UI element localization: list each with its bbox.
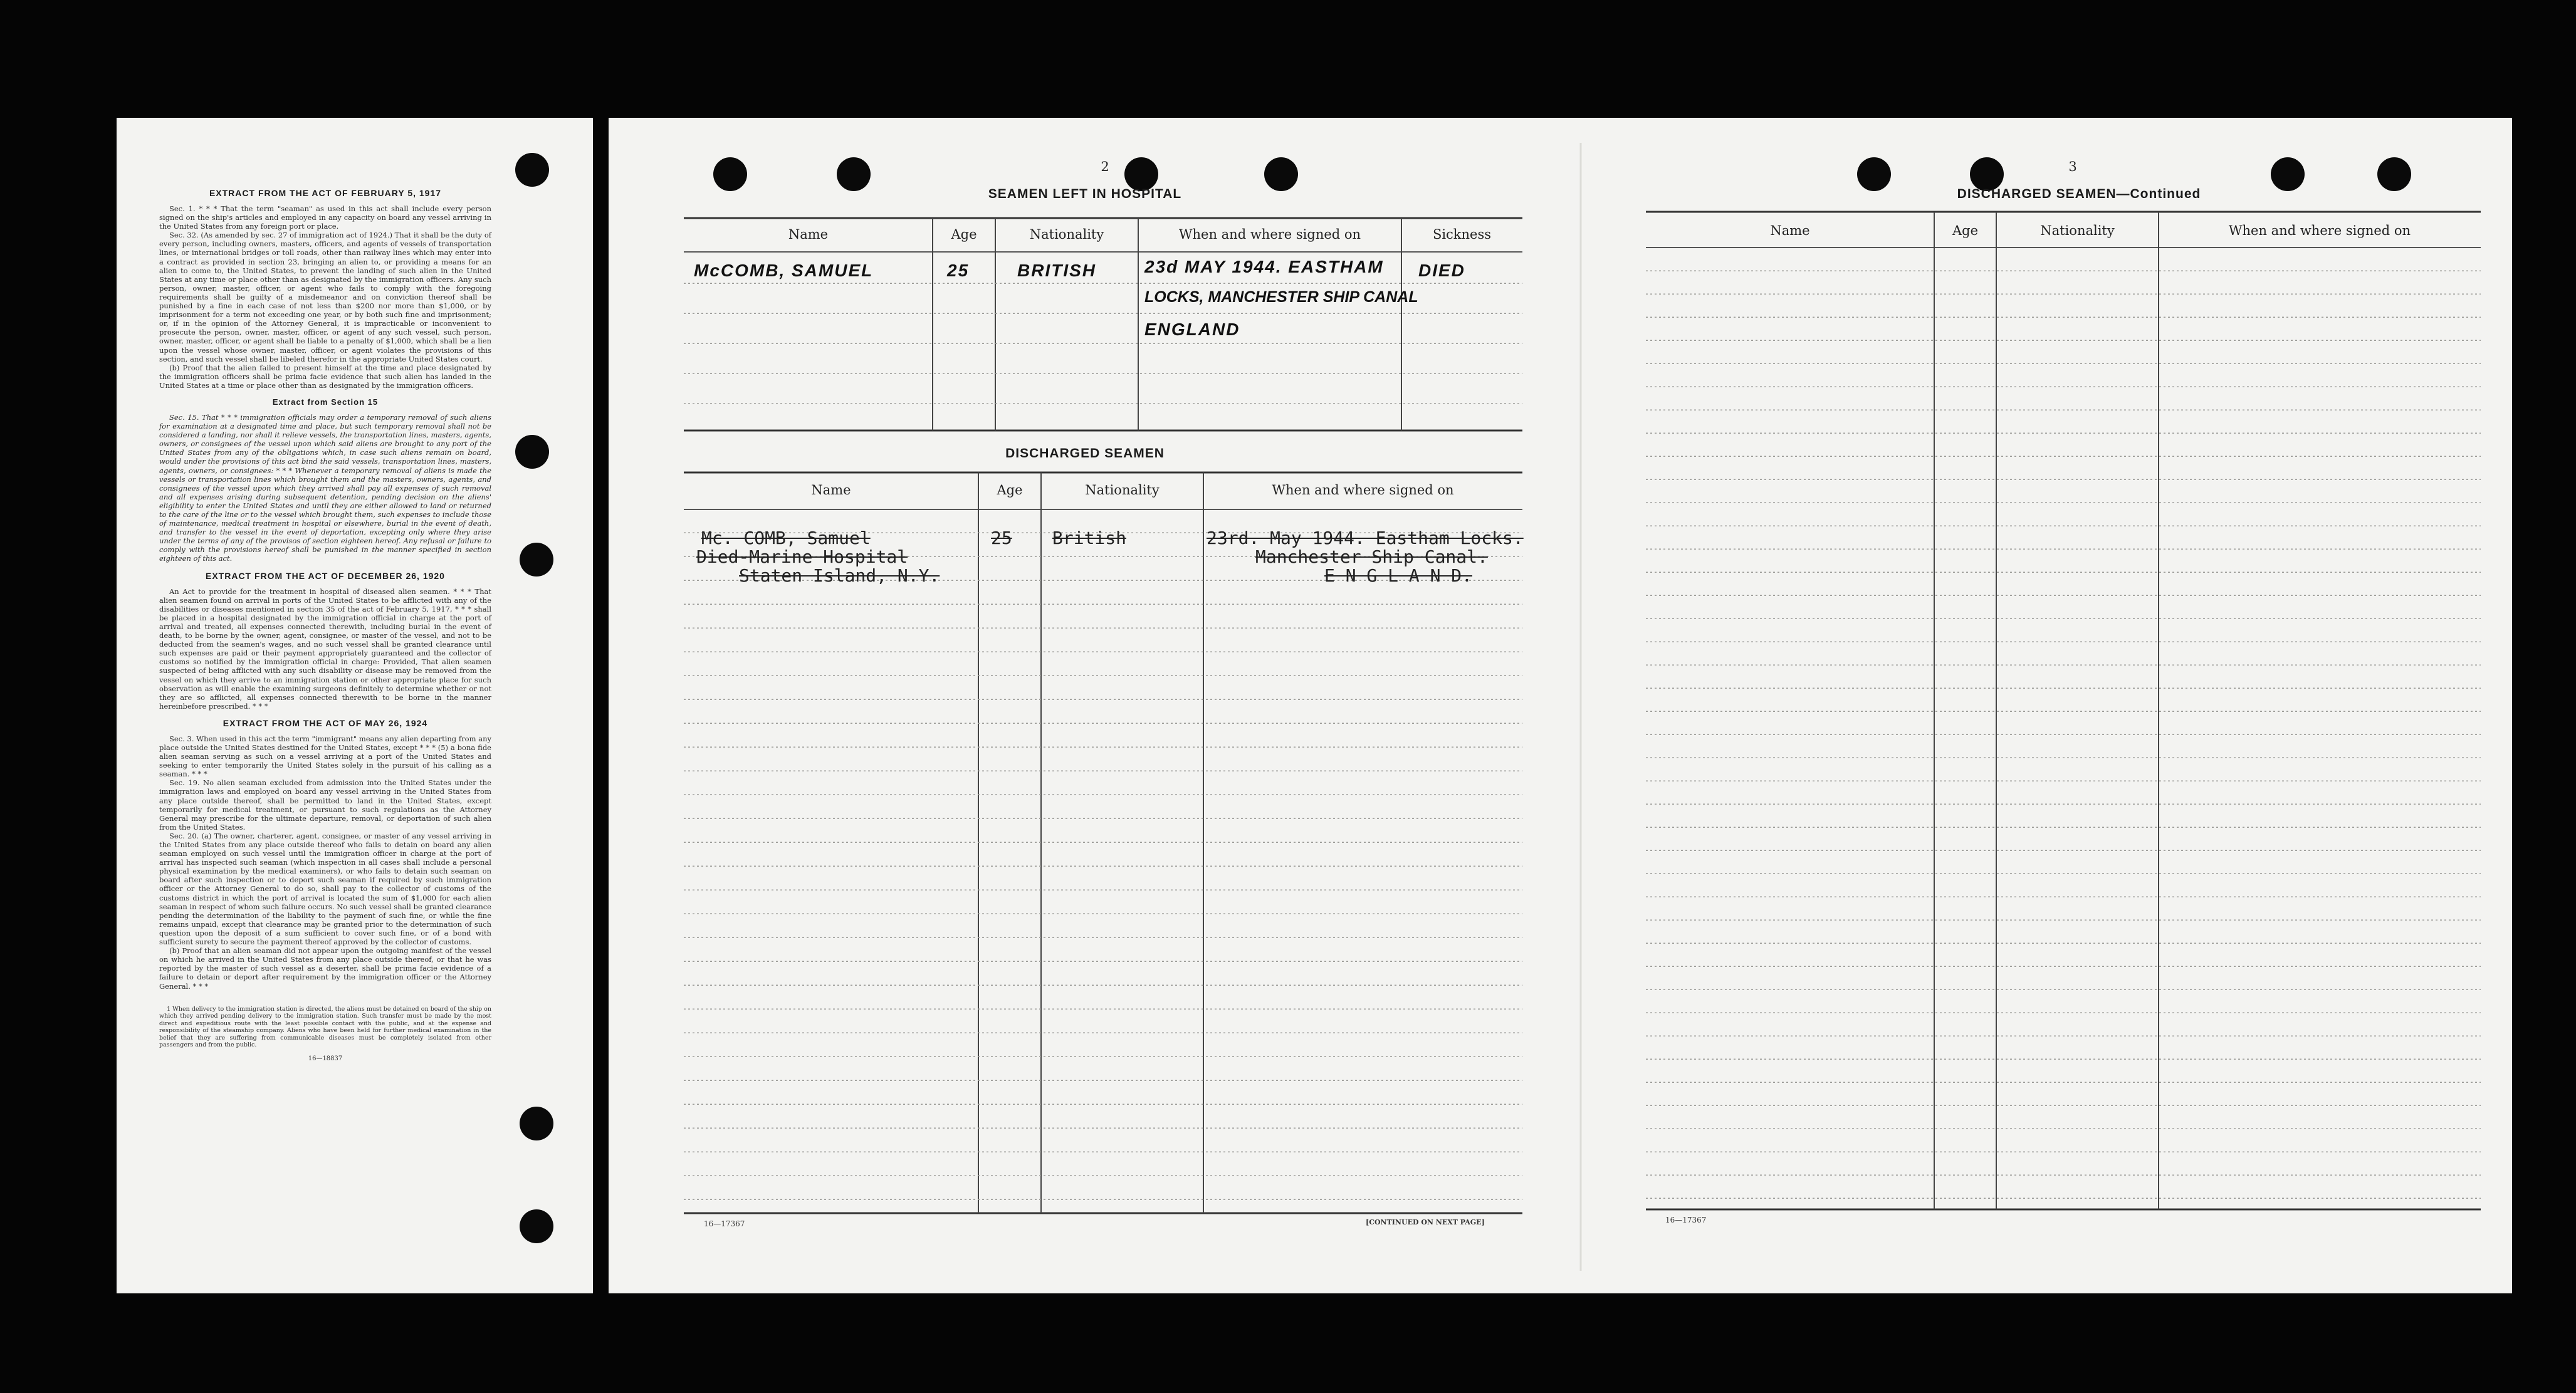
statute-text-column — [159, 188, 491, 1062]
statute-paragraph: Sec. 20. (a) The owner, charterer, agent, consignee, or master of any vessel arriving in the United States from any place outside thereof who fails to detain on board any alien seaman employed on such vessel until the immigration officer in charge at the port of arrival has inspected such seaman (which inspection in all cases shall include a personal physical examination by the medical examiners), or who fails to detain such seaman on board after such inspection or to deport such seaman if required by such immigration officer or the Attorney General to do so, shall pay to the collector of customs of the customs district in which the port of arrival is located the sum of $1,000 for each alien seaman in respect of whom such failure occurs. No such vessel shall be granted clearance pending the determination of the liability to the payment of such fine, or while the fine remains unpaid, except that clearance may be granted prior to the determination of such question upon the deposit of a sum sufficient to cover such fine, or of a bond with sufficient surety to secure the payment thereof approved by the collector of customs. — [159, 831, 491, 947]
form-number: 16—17367 — [704, 1219, 745, 1228]
discharged-section-title: DISCHARGED SEAMEN — [1005, 446, 1165, 461]
punch-hole — [520, 543, 553, 577]
discharged-entry-nationality: British — [1052, 528, 1127, 548]
continued-note: [CONTINUED ON NEXT PAGE] — [1366, 1218, 1485, 1226]
page-number: 2 — [1101, 159, 1109, 174]
section-title: EXTRACT FROM THE ACT OF DECEMBER 26, 1920 — [206, 570, 445, 581]
col-header-age: Age — [997, 483, 1023, 498]
punch-hole — [520, 1107, 553, 1140]
col-header-age: Age — [1952, 223, 1979, 238]
col-header-nationality: Nationality — [1085, 483, 1160, 498]
col-header-signed-on: When and where signed on — [1178, 227, 1361, 242]
section-title: EXTRACT FROM THE ACT OF FEBRUARY 5, 1917 — [209, 188, 442, 198]
discharged-entry-signed-line: E N G L A N D. — [1324, 565, 1473, 586]
footnote: 1 When delivery to the immigration station is directed, the aliens must be detained on board of the ship on which they arrived pending delivery to the immigration station. Such transfer must be made by the most direct and expeditious route with the least possible contact with the public, and at the expense and responsibility of the steamship company. Aliens who have been held for further medical examination in the belief that they are suffering from communicable diseases must be completely isolated from other passengers and from the public. — [159, 1005, 491, 1049]
punch-hole — [515, 153, 549, 187]
hospital-section-title: SEAMEN LEFT IN HOSPITAL — [988, 187, 1182, 201]
form-number: 16—17367 — [1665, 1216, 1707, 1224]
punch-hole — [515, 435, 549, 469]
hospital-entry-name: McCOMB, SAMUEL — [694, 261, 874, 280]
statute-paragraph: Sec. 19. No alien seaman excluded from admission into the United States under the immigration laws and employed on board any vessel arriving in the United States from any place outside thereof, shall be permitted to land in the United States, except temporarily for medical treatment, or pursuant to such regulations as the Attorney General may prescribe for the ultimate departure, removal, or deportation of such alien from the United States. — [159, 778, 491, 832]
statute-paragraph: (b) Proof that the alien failed to present himself at the time and place designated by the immigration officers shall be prima facie evidence that such alien has landed in the United States at a time or place other than as designated by the immigration officers. — [159, 363, 491, 390]
discharged-entry-signed-line: 23rd. May 1944. Eastham Locks. — [1207, 528, 1524, 548]
hospital-entry-signed-line: LOCKS, MANCHESTER SHIP CANAL — [1144, 288, 1418, 306]
section-title: Extract from Section 15 — [272, 397, 379, 407]
discharged-entry-age: 25 — [991, 528, 1012, 548]
statute-extract-sheet — [117, 118, 593, 1293]
hospital-entry-age: 25 — [947, 261, 970, 280]
statute-paragraph: Sec. 1. * * * That the term "seaman" as used in this act shall include every person signed on the ship's articles and employed in any capacity on board any vessel arriving in the United States from any foreign port or place. — [159, 204, 491, 231]
statute-paragraph: (b) Proof that an alien seaman did not appear upon the outgoing manifest of the vessel on which he arrived in the United States from any place outside thereof, or that he was reported by the master of such vessel as a deserter, shall be prima facie evidence of a failure to detain or deport after requirement by the immigration officer or the Attorney General. * * * — [159, 946, 491, 991]
col-header-signed-on: When and where signed on — [1272, 483, 1454, 498]
hospital-entry-sickness: DIED — [1418, 261, 1465, 280]
col-header-nationality: Nationality — [1029, 227, 1104, 242]
col-header-name: Name — [788, 227, 829, 242]
section-title: EXTRACT FROM THE ACT OF MAY 26, 1924 — [223, 717, 428, 728]
statute-paragraph: Sec. 32. (As amended by sec. 27 of immigration act of 1924.) That it shall be the duty of every person, including owners, masters, officers, and agents of vessels of transportation lines, or international bridges or toll roads, other than railway lines which may enter into a contract as provided in section 23, bringing an alien to, or providing a means for an alien to come to, the United States, to prevent the landing of such alien in the United States at any time or place other than as designated by the immigration officers. Any such person, owner, master, officer, or agent who fails to comply with the foregoing requirements shall be guilty of a misdemeanor and on conviction thereof shall be punished by a fine in each case of not less than $200 nor more than $1,000, or by imprisonment for a term not exceeding one year, or by both such fine and imprisonment; or, if in the opinion of the Attorney General, it is impracticable or inconvenient to prosecute the person, owner, master, officer, or agent of any such vessel, such person, owner, master, officer, or agent shall be liable to a penalty of $1,000, which shall be a lien upon the vessel whose owner, master, officer, or agent violates the provisions of this section, and such vessel shall be libeled therefor in the appropriate United States court. — [159, 231, 491, 363]
statute-paragraph: An Act to provide for the treatment in hospital of diseased alien seamen. * * * That alien seamen found on arrival in ports of the United States to be afflicted with any of the disabilities or diseases mentioned in section 35 of the act of February 5, 1917, * * * shall be placed in a hospital designated by the immigration official in charge at the port of arrival and treated, all expenses connected therewith, including burial in the event of death, to be borne by the owner, agent, consignee, or master of the vessel, and not to be deducted from the seamen's wages, and no such vessel shall be granted clearance until such expenses are paid or their payment appropriately guaranteed and the collector of customs so notified by the immigration official in charge: Provided, That alien seamen suspected of being afflicted with any such disability or disease may be removed from the vessel on which they arrive to an immigration station or other appropriate place for such observation as will enable the examining surgeons definitely to determine whether or not they are so afflicted, all expenses connected therewith to be borne in the manner hereinbefore prescribed. * * * — [159, 587, 491, 711]
page-number: 3 — [2068, 159, 2077, 174]
punch-hole — [520, 1209, 553, 1243]
statute-paragraph: Sec. 15. That * * * immigration officials may order a temporary removal of such aliens for examination at a designated time and place, but such temporary removal shall not be considered a landing, nor shall it relieve vessels, the transportation lines, masters, agents, owners, or consignees of the vessel upon which said aliens are brought to any port of the United States from any of the obligations which, in case such aliens remain on board, would under the provisions of this act bind the said vessels, transportation lines, masters, agents, owners, or consignees: * * * Whenever a temporary removal of aliens is made the vessels or transportation lines which brought them and the masters, owners, agents, and consignees of the vessel upon which they arrived shall pay all expenses of such removal and all expenses arising during subsequent detention, pending decision on the aliens' eligibility to enter the United States and until they are either allowed to land or returned to the care of the line or to the vessel which brought them, such expenses to include those of maintenance, medical treatment in hospital or elsewhere, burial in the event of death, and transfer to the vessel in the event of deportation, excepting only where they arise under the terms of any of the provisos of section eighteen hereof. Any refusal or failure to comply with the provisions hereof shall be punished in the manner specified in section eighteen of this act. — [159, 412, 491, 563]
col-header-signed-on: When and where signed on — [2228, 223, 2411, 238]
col-header-sickness: Sickness — [1432, 227, 1492, 242]
hospital-entry-signed-line: 23d MAY 1944. EASTHAM — [1144, 257, 1384, 276]
discharged-entry-note: Died-Marine Hospital — [696, 546, 908, 567]
statute-paragraph: Sec. 3. When used in this act the term "immigrant" means any alien departing from any place outside the United States destined for the United States, except * * * (5) a bona fide alien seaman serving as such on a vessel arriving at a port of the United States and seeking to enter temporarily the United States solely in the pursuit of his calling as a seaman. * * * — [159, 734, 491, 779]
col-header-name: Name — [1770, 223, 1810, 238]
hospital-entry-signed-line: ENGLAND — [1144, 320, 1240, 339]
discharged-continued-title: DISCHARGED SEAMEN—Continued — [1957, 187, 2201, 201]
form-number: 16—18837 — [308, 1055, 343, 1062]
col-header-name: Name — [811, 483, 851, 498]
row-rules — [609, 118, 2512, 1293]
col-header-age: Age — [951, 227, 977, 242]
discharged-entry-signed-line: Manchester Ship Canal. — [1255, 546, 1488, 567]
hospital-entry-nationality: BRITISH — [1017, 261, 1096, 280]
discharged-entry-note: Staten Island, N.Y. — [739, 565, 940, 586]
manifest-sheet — [609, 118, 2512, 1293]
discharged-entry-name: Mc. COMB, Samuel — [701, 528, 871, 548]
col-header-nationality: Nationality — [2040, 223, 2115, 238]
